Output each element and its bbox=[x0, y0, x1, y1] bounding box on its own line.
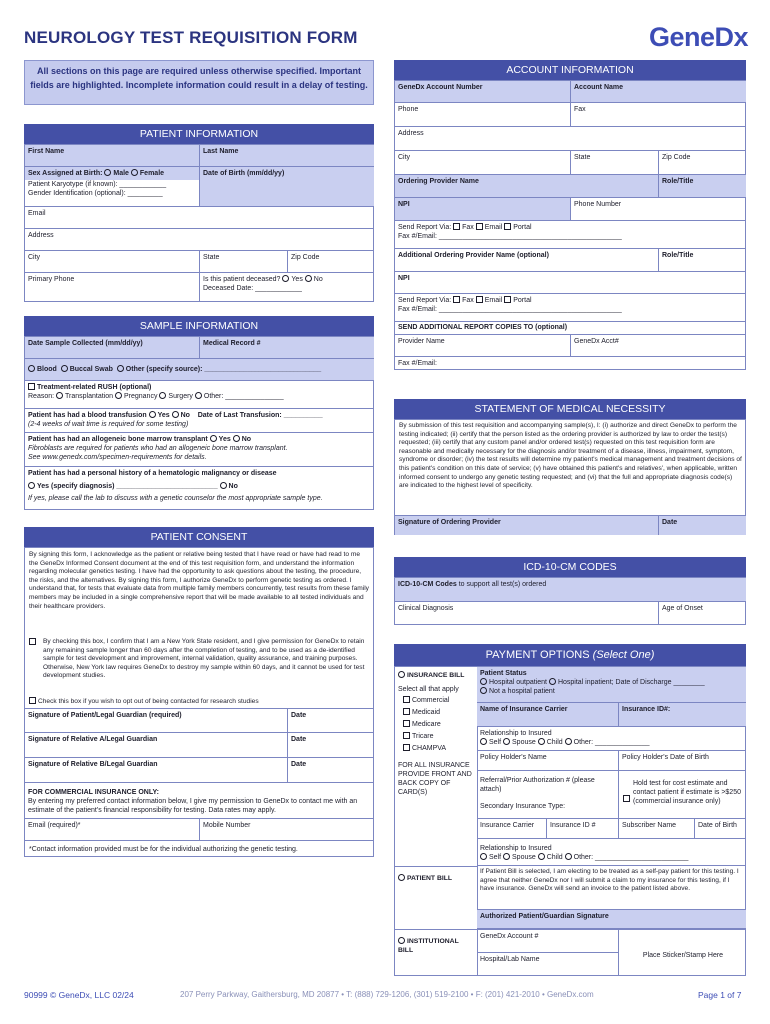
account-state-field[interactable]: State bbox=[571, 151, 659, 175]
rush-block: Treatment-related RUSH (optional) Reason: Transplantation Pregnancy Surgery Other: _______________ bbox=[25, 381, 374, 409]
marrow-yes-radio[interactable] bbox=[210, 435, 217, 442]
sample-info-section bbox=[24, 336, 374, 510]
institutional-bill-radio[interactable] bbox=[398, 937, 405, 944]
relative-b-signature-field[interactable]: Signature of Relative B/Legal Guardian bbox=[25, 758, 288, 783]
npi-field[interactable]: NPI bbox=[395, 198, 571, 221]
hematologic-block: Patient has had a personal history of a hematologic malignancy or disease Yes (specify diagnosis) __________________________ No If yes, please call the lab to discuss with a genetic counselor the most appropriate sample type. bbox=[28, 470, 323, 502]
patient-bill-text: If Patient Bill is selected, I am electing to be treated as a self-pay patient for this testing. I agree that neither GeneDx nor I will submit a claim to my insurance for this testing, if I have insurance. GeneDx will send an invoice to the patient listed above. bbox=[480, 868, 739, 893]
medicaid-checkbox[interactable] bbox=[403, 708, 410, 715]
marrow-block: Patient has had an allogeneic bone marrow transplant Yes No Fibroblasts are required for patients who had an allogeneic bone marrow transplant. See www.genedx.com/specimen-requirements for details. bbox=[25, 433, 374, 467]
other-relationship-radio-2[interactable] bbox=[565, 853, 572, 860]
ny-resident-checkbox[interactable] bbox=[29, 638, 36, 645]
email-field[interactable]: Email bbox=[25, 207, 374, 229]
champva-checkbox[interactable] bbox=[403, 744, 410, 751]
consent-section: By signing this form, I acknowledge as the patient or relative being tested that I have read or have had read to me the GeneDx Informed Consent document at the end of this test requisition form, and understand the information regarding molecular genetics testing. I have had the opportunity to ask questions about the testing, the procedure, the risks, and the alternatives. By signing this form, I authorize GeneDx to perform genetic testing as ordered. I understand that, for tests that evaluate data from multiple family members concurrently, test results from these family members may be included in a single comprehensive report that will be made available to all tested individuals and their healthcare providers. By checking this box, I confirm that I am a New York State resident, and I give permission for GeneDx to retain any remaining sample longer than 60 days after the completion of testing, and to be used as a de-identified sample for test development and improvement, internal validation, quality assurance, and training purposes. Otherwise, New York law requires GeneDx to destroy my sample within 60 days, and it cannot be used for test development studies. Check this box if you wish to opt out of being contacted for research studies Signature of Patient/Legal Guardian (required) Date Signature of Relative A/Legal Guardian Date Signature of Relative B/Legal Guardian Date FOR COMMERCIAL INSURANCE ONLY: By entering my preferred contact information below, I give my permission to GeneDx to contact me with an estimate of the patient's financial responsibility for testing. Data rates may apply. Email (required)* Mobile Number *Contact information provided must be for the individual authorizing the genetic testing. bbox=[24, 547, 374, 857]
dob-field[interactable]: Date of Birth (mm/dd/yy) bbox=[200, 167, 374, 207]
relationship-block-2: Relationship to Insured Self Spouse Child Other: ________________________ bbox=[477, 839, 746, 866]
zip-field[interactable]: Zip Code bbox=[288, 251, 374, 273]
account-phone-field[interactable]: Phone bbox=[395, 103, 571, 127]
child-radio[interactable] bbox=[538, 738, 545, 745]
send-report-block-2: Send Report Via: Fax Email Portal Fax #/Email: _______________________________________________ bbox=[395, 294, 746, 322]
ordering-provider-field[interactable]: Ordering Provider Name bbox=[395, 175, 659, 198]
hold-test-block: Hold test for cost estimate and contact patient if estimate is >$250 (commercial insurance only) bbox=[619, 771, 746, 819]
insurance-id-field[interactable]: Insurance ID#: bbox=[619, 703, 746, 727]
relative-a-date[interactable]: Date bbox=[288, 733, 374, 758]
transplant-radio[interactable] bbox=[56, 392, 63, 399]
other-reason-radio[interactable] bbox=[195, 392, 202, 399]
address-field[interactable]: Address bbox=[25, 229, 374, 251]
commercial-checkbox[interactable] bbox=[403, 696, 410, 703]
hold-test-checkbox[interactable] bbox=[623, 795, 630, 802]
insurance-bill-radio[interactable] bbox=[398, 671, 405, 678]
provider-role-field[interactable]: Role/Title bbox=[659, 175, 746, 198]
required-notice: All sections on this page are required unless otherwise specified. Important fields are highlighted. Incomplete information could result in a delay of testing. bbox=[24, 60, 374, 105]
transfusion-no-radio[interactable] bbox=[172, 411, 179, 418]
spouse-radio-2[interactable] bbox=[503, 853, 510, 860]
hema-no-radio[interactable] bbox=[220, 482, 227, 489]
page-title: NEUROLOGY TEST REQUISITION FORM bbox=[24, 28, 358, 47]
account-fax-field[interactable]: Fax bbox=[571, 103, 746, 127]
genedx-logo: GeneDx bbox=[649, 22, 749, 52]
pregnancy-radio[interactable] bbox=[115, 392, 122, 399]
last-transfusion-field[interactable]: Date of Last Transfusion: __________ bbox=[197, 412, 323, 419]
research-opt-out-checkbox[interactable] bbox=[29, 697, 36, 704]
karyotype-field[interactable]: Patient Karyotype (if known): ____________ bbox=[28, 181, 167, 188]
referral-block: Referral/Prior Authorization # (please attach) Secondary Insurance Type: bbox=[477, 771, 619, 819]
primary-phone-field[interactable]: Primary Phone bbox=[25, 273, 200, 302]
provider-signature-field[interactable]: Signature of Ordering Provider bbox=[395, 515, 659, 535]
copy-provider-name-field[interactable]: Provider Name bbox=[395, 335, 571, 357]
patient-info-header: PATIENT INFORMATION bbox=[24, 124, 374, 144]
icd-section bbox=[394, 577, 746, 625]
mobile-number-field[interactable]: Mobile Number bbox=[200, 819, 374, 841]
patient-bill-radio[interactable] bbox=[398, 874, 405, 881]
marrow-no-radio[interactable] bbox=[233, 435, 240, 442]
patient-status-block: Patient Status Hospital outpatient Hospital inpatient; Date of Discharge ________ Not a hospital patient bbox=[477, 667, 746, 703]
send-email-checkbox[interactable] bbox=[476, 223, 483, 230]
deceased-yes-radio[interactable] bbox=[282, 275, 289, 282]
commercial-insurance-block: FOR COMMERCIAL INSURANCE ONLY: By entering my preferred contact information below, I give my permission to GeneDx to contact me with an estimate of the patient's financial responsibility for testing. Data rates may apply. bbox=[25, 783, 374, 819]
transfusion-yes-radio[interactable] bbox=[149, 411, 156, 418]
subscriber-name-field[interactable]: Subscriber Name bbox=[619, 819, 695, 839]
authorized-signature-field[interactable]: Authorized Patient/Guardian Signature bbox=[477, 909, 746, 929]
fax-email-field[interactable]: Fax #/Email: _______________________________________________ bbox=[398, 233, 622, 240]
payment-header: PAYMENT OPTIONS (Select One) bbox=[394, 644, 746, 666]
additional-role-field[interactable]: Role/Title bbox=[659, 249, 746, 272]
other-source-radio[interactable] bbox=[117, 365, 124, 372]
send-email-checkbox-2[interactable] bbox=[476, 296, 483, 303]
child-radio-2[interactable] bbox=[538, 853, 545, 860]
account-info-section bbox=[394, 80, 746, 370]
account-city-field[interactable]: City bbox=[395, 151, 571, 175]
genedx-account-field[interactable]: GeneDx Account # bbox=[477, 930, 619, 953]
transfusion-block: Patient has had a blood transfusion Yes No Date of Last Transfusion: __________ (2-4 weeks of wait time is required for some testing) bbox=[25, 409, 374, 433]
insurance-id2-field[interactable]: Insurance ID # bbox=[547, 819, 619, 839]
account-name-field[interactable]: Account Name bbox=[571, 81, 746, 103]
footer-form-id: 90999 © GeneDx, LLC 02/24 bbox=[24, 990, 134, 1000]
footer-address: 207 Perry Parkway, Gaithersburg, MD 20877 • T: (888) 729-1206, (301) 519-2100 • F: (201) 421-2010 • GeneDx.com bbox=[180, 990, 594, 999]
copy-acct-field[interactable]: GeneDx Acct# bbox=[571, 335, 746, 357]
account-info-header: ACCOUNT INFORMATION bbox=[394, 60, 746, 80]
fax-email-field-2[interactable]: Fax #/Email: _______________________________________________ bbox=[398, 306, 622, 313]
sex-block: Sex Assigned at Birth: Male Female Patient Karyotype (if known): ____________ Gender Identification (optional): _________ bbox=[25, 167, 200, 207]
self-radio-2[interactable] bbox=[480, 853, 487, 860]
city-field[interactable]: City bbox=[25, 251, 200, 273]
patient-signature-field[interactable]: Signature of Patient/Legal Guardian (required) bbox=[25, 708, 288, 733]
other-relationship-radio[interactable] bbox=[565, 738, 572, 745]
footer-page-number: Page 1 of 7 bbox=[698, 990, 742, 1000]
relationship-block: Relationship to Insured Self Spouse Child Other: ______________ bbox=[477, 727, 746, 751]
age-of-onset-field[interactable]: Age of Onset bbox=[662, 605, 703, 612]
send-fax-checkbox-2[interactable] bbox=[453, 296, 460, 303]
consent-text: By signing this form, I acknowledge as the patient or relative being tested that I have read or have had read to me the GeneDx Informed Consent document at the end of this test requisition form, and understand the information regarding molecular genetics testing. I have had the opportunity to ask questions about the testing, the procedure, the risks, and the alternatives. By signing this form, I authorize GeneDx to perform genetic testing as ordered. I understand that, for tests that evaluate data from multiple family members concurrently, test results from these family members may be included in a single comprehensive report that will be made available to all tested individuals and their healthcare providers. bbox=[29, 551, 369, 610]
necessity-text: By submission of this test requisition and accompanying sample(s), I: (i) authorize and direct GeneDx to perform the testing indicated; (ii) certify that the person listed as the ordering provider is authorized by law to order the test(s) requested; (iii) certify that any custom panel and/or ordered test(s) requested on this test requisition form are reasonable and medically necessary for the diagnosis and/or treatment of a disease, illness, impairment, symptom, syndrome or disorder; (iv) the test results will determine my patient's medical management and treatment decisions of this patient's condition on this date of service; (v) have obtained this patient's and relatives', when applicable, written informed consent to undergo any genetic testing requested; and (vi) that the full and appropriate diagnosis code(s) are indicated to the highest level of specificity. bbox=[399, 422, 742, 490]
deceased-date-field[interactable]: Deceased Date: ____________ bbox=[203, 285, 302, 292]
hosp-inpatient-radio[interactable] bbox=[549, 678, 556, 685]
patient-info-section bbox=[24, 144, 374, 302]
carrier2-field[interactable]: Insurance Carrier bbox=[477, 819, 547, 839]
patient-signature-date[interactable]: Date bbox=[288, 708, 374, 733]
female-radio[interactable] bbox=[131, 169, 138, 176]
tricare-checkbox[interactable] bbox=[403, 732, 410, 739]
ny-consent-text: By checking this box, I confirm that I am a New York State resident, and I give permission for GeneDx to retain any remaining sample longer than 60 days after the completion of testing, and to be used as a de-identified sample for test development and improvement, internal validation, quality assurance, and training purposes. Otherwise, New York law requires GeneDx to destroy my sample within 60 days, and it cannot be used for test development studies. bbox=[43, 638, 365, 680]
state-field[interactable]: State bbox=[200, 251, 288, 273]
provider-signature-date[interactable]: Date bbox=[659, 515, 746, 535]
policy-holder-name-field[interactable]: Policy Holder's Name bbox=[477, 751, 619, 771]
dob2-field[interactable]: Date of Birth bbox=[695, 819, 746, 839]
sample-info-header: SAMPLE INFORMATION bbox=[24, 316, 374, 336]
not-hospital-radio[interactable] bbox=[480, 687, 487, 694]
contact-note: *Contact information provided must be for the individual authorizing the genetic testing. bbox=[29, 846, 298, 853]
relative-b-date[interactable]: Date bbox=[288, 758, 374, 783]
date-collected-field[interactable]: Date Sample Collected (mm/dd/yy) bbox=[25, 337, 200, 359]
additional-npi-field[interactable]: NPI bbox=[395, 272, 746, 294]
first-name-field[interactable]: First Name bbox=[25, 145, 200, 167]
clinical-diagnosis-field[interactable]: Clinical Diagnosis bbox=[395, 602, 659, 625]
last-name-field[interactable]: Last Name bbox=[200, 145, 374, 167]
sample-type-row: Blood Buccal Swab Other (specify source): ______________________________ bbox=[25, 359, 374, 381]
buccal-radio[interactable] bbox=[61, 365, 68, 372]
send-copies-heading: SEND ADDITIONAL REPORT COPIES TO (optional) bbox=[395, 322, 746, 335]
send-portal-checkbox-2[interactable] bbox=[504, 296, 511, 303]
send-fax-checkbox[interactable] bbox=[453, 223, 460, 230]
additional-provider-field[interactable]: Additional Ordering Provider Name (optional) bbox=[395, 249, 659, 272]
rush-checkbox[interactable] bbox=[28, 383, 35, 390]
deceased-block: Is this patient deceased? Yes No Deceased Date: ____________ bbox=[200, 273, 374, 302]
contact-email-field[interactable]: Email (required)* bbox=[25, 819, 200, 841]
relative-a-signature-field[interactable]: Signature of Relative A/Legal Guardian bbox=[25, 733, 288, 758]
necessity-section bbox=[394, 419, 746, 535]
policy-holder-dob-field[interactable]: Policy Holder's Date of Birth bbox=[619, 751, 746, 771]
sticker-placeholder: Place Sticker/Stamp Here bbox=[642, 952, 724, 959]
send-portal-checkbox[interactable] bbox=[504, 223, 511, 230]
account-zip-field[interactable]: Zip Code bbox=[659, 151, 746, 175]
icd-codes-field[interactable]: ICD-10-CM Codes to support all test(s) ordered bbox=[395, 578, 746, 602]
blood-radio[interactable] bbox=[28, 365, 35, 372]
medical-record-field[interactable]: Medical Record # bbox=[200, 337, 374, 359]
send-report-block: Send Report Via: Fax Email Portal Fax #/Email: _______________________________________________ bbox=[395, 221, 746, 249]
hema-yes-radio[interactable] bbox=[28, 482, 35, 489]
provider-phone-field[interactable]: Phone Number bbox=[571, 198, 746, 221]
consent-header: PATIENT CONSENT bbox=[24, 527, 374, 547]
icd-header: ICD-10-CM CODES bbox=[394, 557, 746, 577]
account-number-field[interactable]: GeneDx Account Number bbox=[395, 81, 571, 103]
self-radio[interactable] bbox=[480, 738, 487, 745]
deceased-no-radio[interactable] bbox=[305, 275, 312, 282]
hosp-outpatient-radio[interactable] bbox=[480, 678, 487, 685]
surgery-radio[interactable] bbox=[159, 392, 166, 399]
carrier-name-field[interactable]: Name of Insurance Carrier bbox=[477, 703, 619, 727]
copy-fax-email-field[interactable]: Fax #/Email: bbox=[398, 360, 437, 367]
hospital-lab-name-field[interactable]: Hospital/Lab Name bbox=[477, 953, 619, 976]
male-radio[interactable] bbox=[104, 169, 111, 176]
account-address-field[interactable]: Address bbox=[395, 127, 746, 151]
spouse-radio[interactable] bbox=[503, 738, 510, 745]
medicare-checkbox[interactable] bbox=[403, 720, 410, 727]
payment-section: INSURANCE BILL Select all that apply Commercial Medicaid Medicare Tricare CHAMPVA FOR ALL INSURANCE PROVIDE FRONT AND BACK COPY OF CARD(S) PATIENT BILL INSTITUTIONAL BILL Patient Status Hospital outpatient Hospital inpatient; Date of Discharge ________ Not a hospital patient Name of Insurance Carrier Insurance ID#: Relationship to Insured Self Spouse Child Other: ______________ Policy Holder's Name Policy Holder's Date of Birth Referral/Prior Authorization # (please attach) Secondary Insurance Type: Hold test for cost estimate and contact patient if estimate is >$250 (commercial insurance only) Insurance Carrier Insurance ID # Subscriber Name Date of Birth Relationship to Insured Self Spouse Child Other: ________________________ If Patient Bill is selected, I am electing to be treated as a self-pay patient for this testing. I agree that neither GeneDx nor I will submit a claim to my insurance for this testing, if I have insurance. GeneDx will send an invoice to the patient listed above. Authorized Patient/Guardian Signature GeneDx Account # Hospital/Lab Name Place Sticker/Stamp Here bbox=[394, 666, 746, 976]
referral-field[interactable]: Referral/Prior Authorization # (please attach) bbox=[480, 777, 595, 793]
gender-field[interactable]: Gender Identification (optional): _________ bbox=[28, 190, 163, 197]
necessity-header: STATEMENT OF MEDICAL NECESSITY bbox=[394, 399, 746, 419]
